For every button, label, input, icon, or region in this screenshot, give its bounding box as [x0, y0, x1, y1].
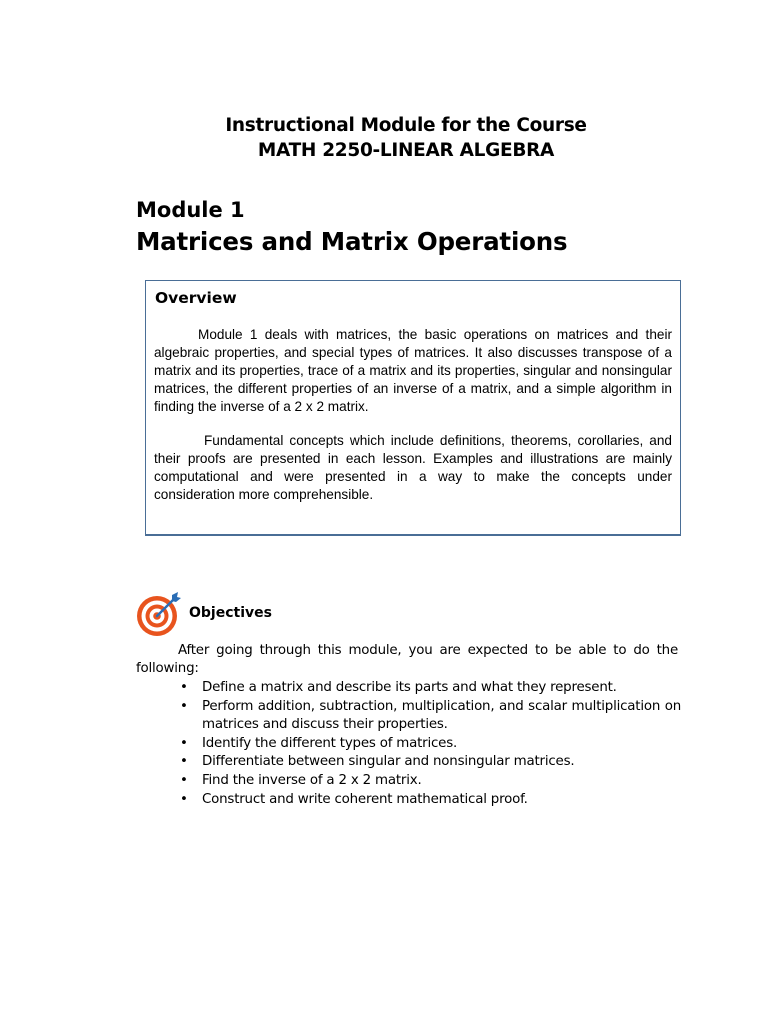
- objective-text: Define a matrix and describe its parts and what they represent.: [202, 680, 617, 695]
- list-item: [136, 753, 681, 772]
- module-title: Matrices and Matrix Operations: [136, 227, 568, 256]
- bullet-icon: •: [180, 791, 188, 807]
- objective-text: Construct and write coherent mathematical proof.: [202, 791, 528, 807]
- overview-box: [145, 280, 681, 536]
- objectives-intro: After going through this module, you are expected to be able to do the following:: [136, 643, 678, 676]
- document-title: [0, 113, 768, 163]
- target-icon: [136, 590, 182, 638]
- list-item: [136, 679, 681, 698]
- list-item: [136, 772, 681, 791]
- overview-paragraph-2: Fundamental concepts which include definitions, theorems, corollaries, and their proofs are presented in each lesson. Examples and illustrations are mainly computational and were presented in a way to make the concepts under consideration more comprehensible.: [154, 433, 672, 502]
- objectives-heading: Objectives: [189, 605, 272, 621]
- objective-text: Differentiate between singular and nonsingular matrices.: [202, 754, 575, 770]
- module-number: Module 1: [136, 198, 245, 222]
- bullet-icon: •: [180, 754, 188, 770]
- document-title-line-1: Instructional Module for the Course: [225, 115, 587, 136]
- objective-text: Perform addition, subtraction, multiplication, and scalar multiplication on matrices and discuss their properties.: [202, 698, 681, 733]
- bullet-icon: •: [180, 698, 188, 714]
- list-item: [136, 791, 681, 810]
- objectives-list: [136, 679, 681, 809]
- overview-heading: Overview: [155, 289, 237, 307]
- arrow-fletching: [172, 592, 181, 602]
- overview-paragraph-1: Module 1 deals with matrices, the basic operations on matrices and their algebraic properties, and special types of matrices. It also discusses transpose of a matrix and its properties, trace of a matrix and its properties, singular and nonsingular matrices, the different properties of an inverse of a matrix, and a simple algorithm in finding the inverse of a 2 x 2 matrix.: [154, 327, 672, 414]
- document-title-line-2: MATH 2250-LINEAR ALGEBRA: [257, 140, 555, 161]
- objective-text: Find the inverse of a 2 x 2 matrix.: [202, 772, 422, 788]
- list-item: [136, 698, 681, 735]
- bullet-icon: •: [180, 680, 188, 695]
- list-item: [136, 735, 681, 754]
- bullet-icon: •: [180, 772, 188, 788]
- bullet-icon: •: [180, 735, 188, 751]
- objective-text: Identify the different types of matrices.: [202, 735, 458, 751]
